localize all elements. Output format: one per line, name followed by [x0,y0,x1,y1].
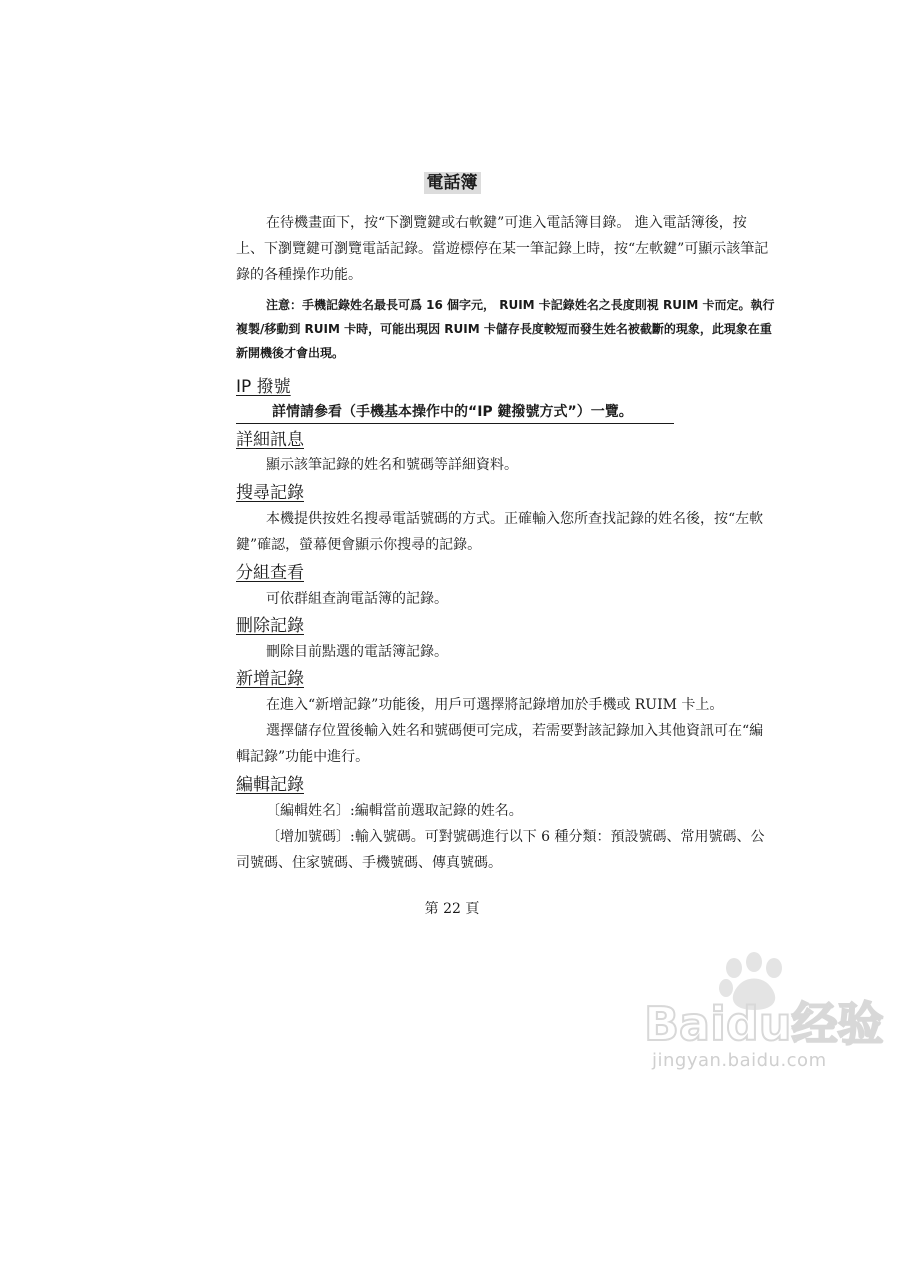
heading-group: 分組查看 [236,563,304,583]
watermark-url: jingyan.baidu.com [652,1050,827,1071]
heading-search: 搜尋記錄 [236,483,304,503]
ip-dial-text: 詳情請參看（手機基本操作中的“IP 鍵撥號方式”）一覽。 [236,401,674,424]
detail-text: 顯示該筆記錄的姓名和號碼等詳細資料。 [266,457,518,473]
edit-text-1: 〔編輯姓名〕:編輯當前選取記錄的姓名。 [266,803,523,819]
heading-detail: 詳細訊息 [236,430,304,450]
delete-text: 刪除目前點選的電話簿記錄。 [266,644,448,660]
heading-delete: 刪除記錄 [236,616,304,636]
page-title: 電話簿 [0,168,904,193]
heading-ip-dial: IP 撥號 [236,377,291,397]
note-paragraph: 注意：手機記錄姓名最長可爲 16 個字元， RUIM 卡記錄姓名之長度則視 RUIM 卡而定。執行複製/移動到 RUIM 卡時，可能出現因 RUIM 卡儲存長度較短而發生姓名被截斷的現象，此現象在重新開機後才會出現。 [236,298,775,360]
group-text: 可依群組查詢電話簿的記錄。 [266,591,448,607]
add-text-1: 在進入“新增記錄”功能後，用戶可選擇將記錄增加於手機或 RUIM 卡上。 [266,697,724,713]
page-number: 第 22 頁 [424,901,480,917]
watermark-logo-text: Baidu经验 [644,997,884,1050]
heading-edit: 編輯記錄 [236,775,304,795]
baidu-watermark-logo [638,950,888,1050]
intro-paragraph: 在待機畫面下，按“下瀏覽鍵或右軟鍵”可進入電話簿目錄。 進入電話簿後，按上、下瀏覽鍵可瀏覽電話記錄。當遊標停在某一筆記錄上時，按“左軟鍵”可顯示該筆記錄的各種操作功能。 [236,215,769,283]
add-text-2: 選擇儲存位置後輸入姓名和號碼便可完成，若需要對該記錄加入其他資訊可在“編輯記錄”功能中進行。 [236,723,764,765]
edit-text-2: 〔增加號碼〕:輸入號碼。可對號碼進行以下 6 種分類：預設號碼、常用號碼、公司號碼、住家號碼、手機號碼、傳真號碼。 [236,829,765,871]
heading-add: 新增記錄 [236,669,304,689]
search-text: 本機提供按姓名搜尋電話號碼的方式。正確輸入您所查找記錄的姓名後，按“左軟鍵”確認，螢幕便會顯示你搜尋的記錄。 [236,511,764,553]
